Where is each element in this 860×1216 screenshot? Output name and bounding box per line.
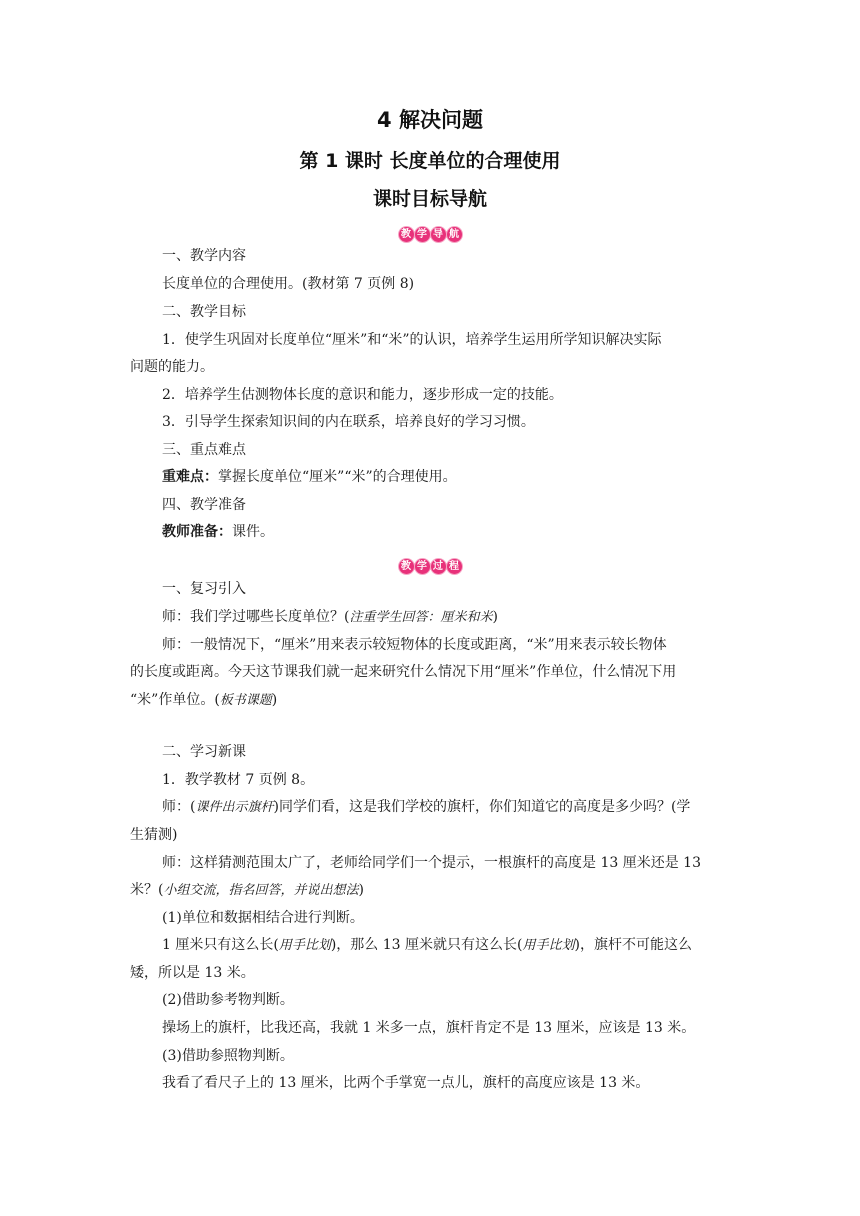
badge-char: 程 xyxy=(447,559,462,574)
teacher-note: 课件出示旗杆 xyxy=(195,800,274,815)
teacher-note: 用手比划 xyxy=(278,938,331,953)
heading-key-points: 三、重点难点 xyxy=(162,442,246,458)
example-heading: 1．教学教材 7 页例 8。 xyxy=(162,772,315,788)
badge-char: 过 xyxy=(431,559,446,574)
text-run: )同学们看，这是我们学校的旗杆，你们知道它的高度是多少吗？(学 xyxy=(273,799,691,815)
key-points-label: 重难点： xyxy=(162,469,218,485)
text-run: )，那么 13 厘米就只有这么长( xyxy=(330,937,523,953)
goal-1-line-1: 1．使学生巩固对长度单位“厘米”和“米”的认识，培养学生运用所学知识解决实际 xyxy=(162,332,662,348)
dialogue-line xyxy=(162,607,740,628)
text-run: ) xyxy=(172,827,178,843)
text-run: ) xyxy=(271,692,278,708)
teaching-nav-badge xyxy=(0,222,860,242)
dialogue-line: 矮，所以是 13 米。 xyxy=(130,965,255,981)
badge-char: 学 xyxy=(415,227,430,242)
dialogue-line: 我看了看尺子上的 13 厘米，比两个手掌宽一点儿，旗杆的高度应该是 13 米。 xyxy=(162,1075,650,1091)
section-title: 课时目标导航 xyxy=(372,188,487,210)
goal-2: 2．培养学生估测物体长度的意识和能力，逐步形成一定的技能。 xyxy=(162,387,563,403)
text-run: 师：( xyxy=(162,799,196,815)
dialogue-line xyxy=(162,935,740,956)
heading-content: 一、教学内容 xyxy=(162,248,246,264)
goal-1-line-2: 问题的能力。 xyxy=(130,359,214,375)
dialogue-line xyxy=(130,880,740,901)
heading-goals: 二、教学目标 xyxy=(162,304,246,320)
dialogue-line xyxy=(130,825,740,845)
text-run: 师：我们学过哪些长度单位？( xyxy=(162,609,350,625)
method-heading: (2)借助参考物判断。 xyxy=(162,992,294,1008)
preparation xyxy=(162,522,740,542)
goal-3: 3．引导学生探索知识间的内在联系，培养良好的学习习惯。 xyxy=(162,414,535,430)
text-run: “米”作单位。( xyxy=(130,692,220,708)
dialogue-line xyxy=(130,690,740,711)
badge-char: 教 xyxy=(399,227,414,242)
badge-char: 教 xyxy=(399,559,414,574)
text-run: )，旗杆不可能这么 xyxy=(574,937,692,953)
method-heading: (1)单位和数据相结合进行判断。 xyxy=(162,910,364,926)
teacher-note: 用手比划 xyxy=(522,938,575,953)
key-points xyxy=(162,467,740,487)
text-run: 生猜测 xyxy=(130,827,172,843)
teacher-note: 注重学生回答：厘米和米 xyxy=(349,610,493,625)
badge-char: 航 xyxy=(447,227,462,242)
heading-new-lesson: 二、学习新课 xyxy=(162,744,246,760)
dialogue-line: 师：这样猜测范围太广了，老师给同学们一个提示，一根旗杆的高度是 13 厘米还是 13 xyxy=(162,855,701,871)
text-run: ) xyxy=(492,609,498,625)
badge-char: 导 xyxy=(431,227,446,242)
dialogue-line: 操场上的旗杆，比我还高，我就 1 米多一点，旗杆肯定不是 13 厘米，应该是 13 米。 xyxy=(162,1020,696,1036)
content-text: 长度单位的合理使用。(教材第 7 页例 8) xyxy=(162,276,415,292)
badge-char: 学 xyxy=(415,559,430,574)
teacher-note: 板书课题 xyxy=(219,693,272,708)
text-run: ) xyxy=(358,882,364,898)
text-run: 米？( xyxy=(130,882,164,898)
preparation-label: 教师准备： xyxy=(162,524,232,540)
dialogue-line: 师：一般情况下，“厘米”用来表示较短物体的长度或距离，“米”用来表示较长物体 xyxy=(162,637,667,653)
method-heading: (3)借助参照物判断。 xyxy=(162,1048,294,1064)
dialogue-line xyxy=(162,797,740,818)
heading-preparation: 四、教学准备 xyxy=(162,497,246,513)
heading-review: 一、复习引入 xyxy=(162,581,246,597)
teaching-process-badge xyxy=(0,554,860,574)
teacher-note: 小组交流，指名回答，并说出想法 xyxy=(163,883,359,898)
unit-title: 4 解决问题 xyxy=(377,108,483,132)
lesson-title: 第 1 课时 长度单位的合理使用 xyxy=(299,150,561,172)
preparation-text: 课件。 xyxy=(232,524,274,540)
key-points-text: 掌握长度单位“厘米”“米”的合理使用。 xyxy=(218,469,457,485)
dialogue-line: 的长度或距离。今天这节课我们就一起来研究什么情况下用“厘米”作单位，什么情况下用 xyxy=(130,664,677,680)
text-run: 1 厘米只有这么长( xyxy=(162,937,279,953)
